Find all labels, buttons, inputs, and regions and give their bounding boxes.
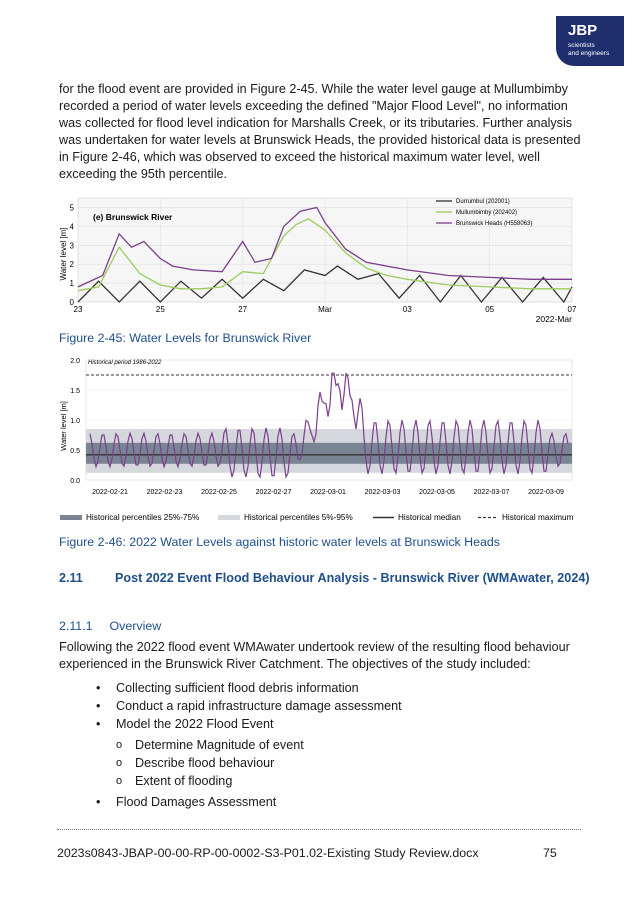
chart2-xtick: 2022-03-01: [310, 489, 346, 496]
chart2-legend: [60, 510, 590, 526]
chart1-ytick: 1: [69, 279, 74, 289]
chart2-xtick: 2022-03-07: [473, 489, 510, 496]
chart1-xtick: 07: [567, 305, 577, 314]
chart1-ylabel: Water level [m]: [59, 227, 68, 281]
chart1-title: (e) Brunswick River: [93, 212, 173, 222]
footer-document-name: 2023s0843-JBAP-00-00-RP-00-0002-S3-P01.02-Existing Study Review.docx: [57, 846, 479, 860]
section-title: Post 2022 Event Flood Behaviour Analysis - Brunswick River (WMAwater, 2024): [115, 571, 590, 585]
logo-tagline: scientists and engineers: [568, 42, 610, 57]
chart1-xtick: 03: [402, 305, 412, 314]
chart2-xtick: 2022-02-27: [255, 489, 292, 496]
chart2-annotation: Historical period 1986-2022: [88, 360, 162, 366]
historic-water-levels-chart: [58, 356, 582, 504]
chart1-ytick: 4: [69, 222, 74, 232]
chart2-xtick: 2022-02-25: [201, 489, 237, 496]
overview-paragraph: Following the 2022 flood event WMAwater undertook review of the resulting flood behaviour experienced in the Brunswick River Catchment. The objectives of the study included:: [59, 640, 570, 671]
chart1-legend-label: Brunswick Heads (H558063): [456, 221, 533, 227]
chart2-ytick: 1.5: [70, 388, 80, 395]
chart2-xtick: 2022-03-05: [419, 489, 455, 496]
chart1-xlabel: 2022-Mar: [535, 314, 572, 324]
company-logo: [556, 16, 624, 66]
legend-swatch-5-95: [218, 515, 240, 520]
legend-label-max: Historical maximum: [502, 513, 574, 522]
chart1-ytick: 3: [69, 241, 74, 251]
subsection-heading: [59, 619, 161, 633]
chart2-ytick: 2.0: [70, 358, 80, 365]
chart1-ytick: 0: [69, 298, 74, 307]
figure-caption-2-46: Figure 2-46: 2022 Water Levels against historic water levels at Brunswick Heads: [59, 535, 500, 549]
chart2-xtick: 2022-02-21: [92, 489, 128, 496]
legend-swatch-25-75: [60, 515, 82, 520]
chart1-xtick: 05: [485, 305, 495, 314]
figure-caption-2-45: Figure 2-45: Water Levels for Brunswick River: [59, 331, 312, 345]
legend-label-5-95: Historical percentiles 5%-95%: [244, 513, 353, 522]
page-number: 75: [543, 846, 557, 860]
chart1-legend-label: Mullumbimby (202402): [456, 210, 518, 216]
chart1-xtick: 27: [238, 305, 248, 314]
water-levels-chart: [58, 194, 582, 326]
chart2-ytick: 1.0: [70, 418, 80, 425]
footer-divider: [57, 829, 581, 830]
legend-label-median: Historical median: [398, 513, 461, 522]
chart2-xtick: 2022-03-09: [528, 489, 564, 496]
chart2-xtick: 2022-02-23: [146, 489, 183, 496]
subsection-title: Overview: [109, 619, 162, 633]
section-number: 2.11: [59, 571, 83, 585]
logo-name: JBP: [568, 22, 598, 39]
chart1-ytick: 2: [69, 260, 74, 270]
chart2-band-25-75: [86, 443, 572, 464]
chart2-ytick: 0.5: [70, 448, 80, 455]
intro-paragraph: for the flood event are provided in Figure 2-45. While the water level gauge at Mullumbimby recorded a period of water levels exceeding the defined "Major Flood Level", no information was collected for flood level indication for Marshalls Creek, or its tributaries. Further analysis was undertaken for water levels at Brunswick Heads, the provided historical data is presented in Figure 2-46, which was observed to exceed the historical maximum water level, well exceeding the 95th percentile.: [59, 82, 581, 181]
chart2-ylabel: Water level [m]: [59, 401, 68, 451]
chart2-xtick: 2022-03-03: [364, 489, 401, 496]
chart1-xtick: 23: [73, 305, 83, 314]
chart1-xtick: 25: [155, 305, 165, 314]
chart1-ytick: 5: [69, 203, 74, 213]
subsection-number: 2.11.1: [59, 619, 93, 633]
legend-label-25-75: Historical percentiles 25%-75%: [86, 513, 200, 522]
chart2-ytick: 0.0: [70, 478, 80, 485]
chart1-xtick: Mar: [318, 305, 332, 314]
chart1-legend-label: Durrumbul (202001): [456, 199, 510, 205]
